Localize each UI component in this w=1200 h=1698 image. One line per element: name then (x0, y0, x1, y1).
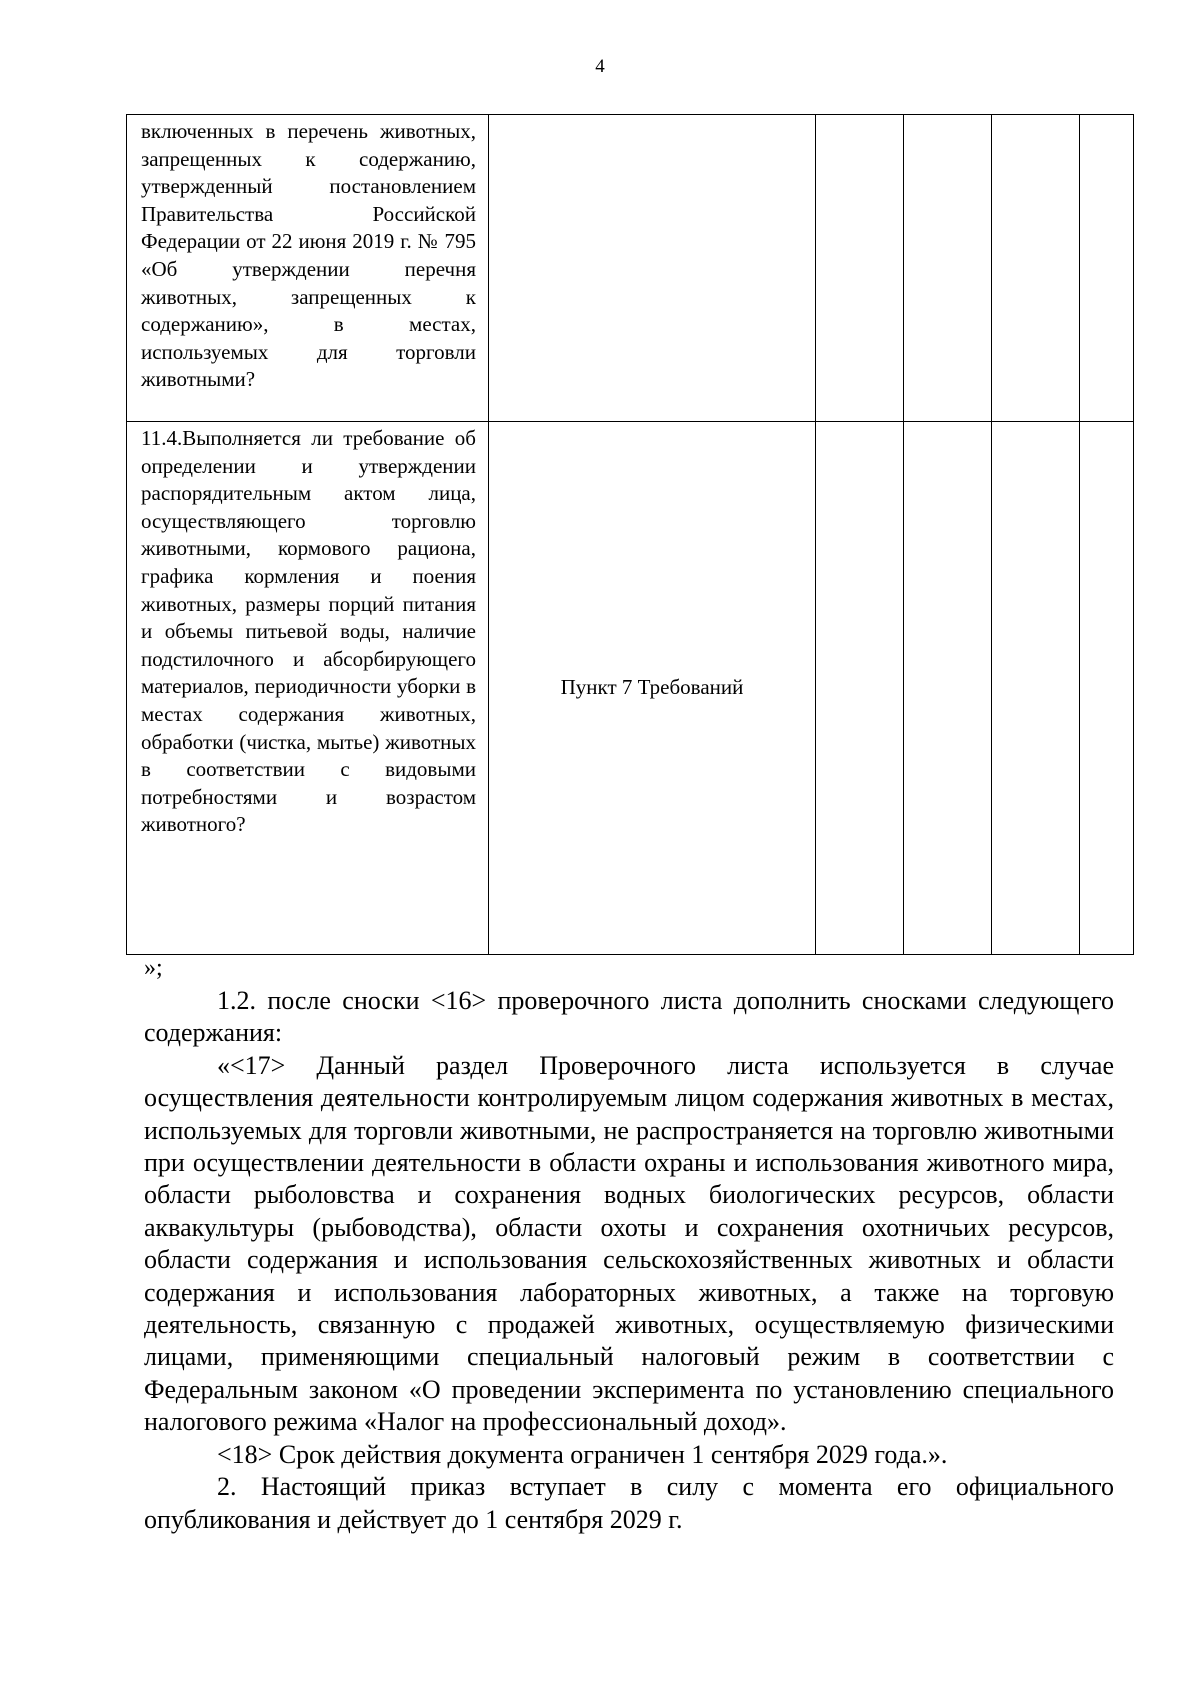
answer-cell (816, 422, 904, 955)
question-cell (127, 422, 489, 955)
paragraph-footnote-18: <18> Срок действия документа ограничен 1 сентября 2029 года.». (217, 1439, 948, 1469)
page-number: 4 (595, 56, 605, 77)
answer-cell (904, 115, 992, 422)
question-text: включенных в перечень животных, запрещенных к содержанию, утвержденный постановлением Правительства Российской Федерации от 22 июня 2019 г. № 795 «Об утверждении перечня животных, запрещенных к содержанию», в местах, используемых для торговли животными? (141, 119, 476, 392)
table-row (127, 115, 1134, 422)
note-cell (1080, 422, 1134, 955)
answer-cell (904, 422, 992, 955)
answer-cell (992, 422, 1080, 955)
reference-cell: Пункт 7 Требований (489, 422, 816, 955)
reference-cell (489, 115, 816, 422)
answer-cell (816, 115, 904, 422)
paragraph-1-2: 1.2. после сноски <16> проверочного листа дополнить сносками следующего содержания: (144, 986, 1114, 1048)
checklist-table (126, 114, 1134, 955)
paragraph-2: 2. Настоящий приказ вступает в силу с момента его официального опубликования и действует до 1 сентября 2029 г. (144, 1472, 1114, 1534)
table-row (127, 422, 1134, 955)
question-text: 11.4.Выполняется ли требование об определении и утверждении распорядительным актом лица, осуществляющего торговлю животными, кормового рациона, графика кормления и поения животных, размеры порций питания и объемы питьевой воды, наличие подстилочного и абсорбирующего материалов, периодичности уборки в местах содержания животных, обработки (чистка, мытье) животных в соответствии с видовыми потребностями и возрастом животного? (141, 426, 476, 837)
note-cell (1080, 115, 1134, 422)
answer-cell (992, 115, 1080, 422)
closing-quote: »; (144, 955, 163, 981)
document-body (144, 985, 1114, 1536)
paragraph-footnote-17: «<17> Данный раздел Проверочного листа используется в случае осуществления деятельности контролируемым лицом содержания животных в местах, используемых для торговли животными, не распространяется на торговлю животными при осуществлении деятельности в области охраны и использования животного мира, области рыболовства и сохранения водных биологических ресурсов, области аквакультуры (рыбоводства), области охоты и сохранения охотничьих ресурсов, области содержания и использования сельскохозяйственных животных и области содержания и использования лабораторных животных, а также на торговую деятельность, связанную с продажей животных, осуществляемую физическими лицами, применяющими специальный налоговый режим в соответствии с Федеральным законом «О проведении эксперимента по установлению специального налогового режима «Налог на профессиональный доход». (144, 1050, 1114, 1437)
question-cell (127, 115, 489, 422)
